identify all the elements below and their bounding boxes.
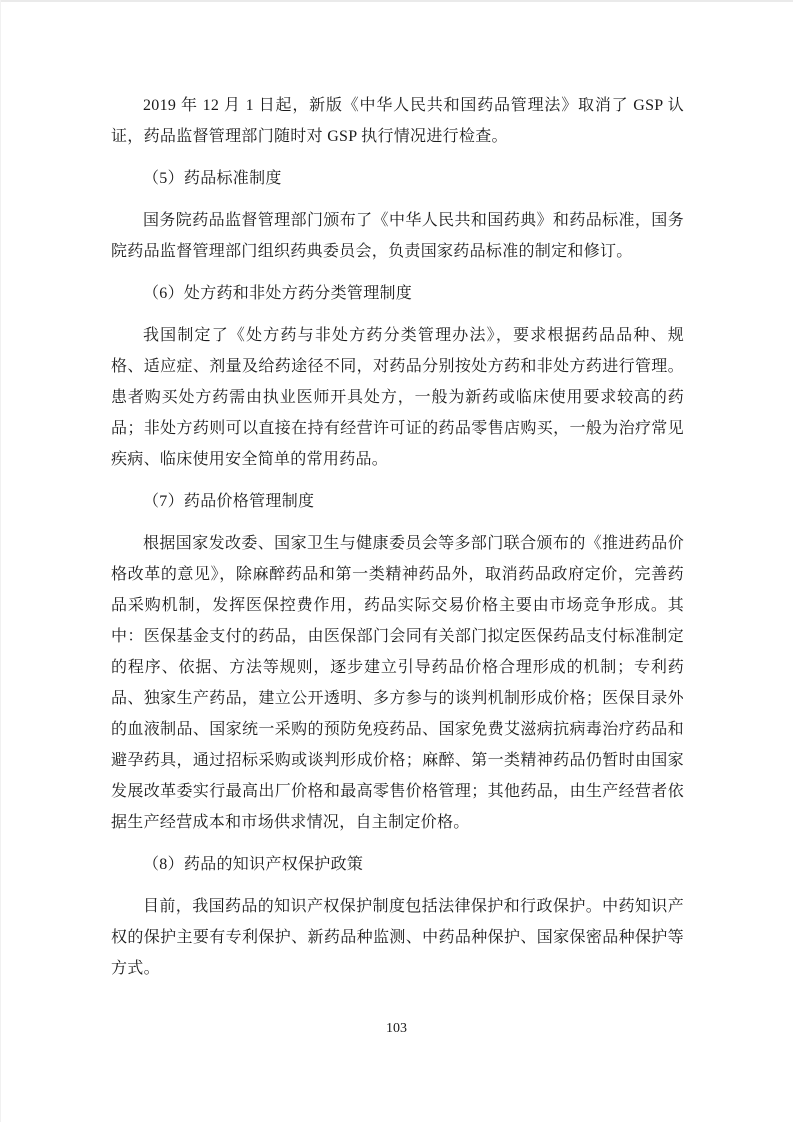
heading-rx-otc-classification-system: （6）处方药和非处方药分类管理制度 [143, 285, 413, 302]
page-number: 103 [386, 1021, 407, 1036]
paragraph-gsp-inspection: 2019 年 12 月 1 日起，新版《中华人民共和国药品管理法》取消了 GSP 认证，药品监督管理部门随时对 GSP 执行情况进行检查。 [111, 97, 684, 145]
paragraph-rx-otc-management: 我国制定了《处方药与非处方药分类管理办法》，要求根据药品品种、规格、适应症、剂量及给药途径不同，对药品分别按处方药和非处方药进行管理。患者购买处方药需由执业医师开具处方，一般为新药或临床使用要求较高的药品；非处方药则可以直接在持有经营许可证的药品零售店购买，一般为治疗常见疾病、临床使用安全简单的常用药品。 [111, 327, 684, 468]
document-body [111, 90, 684, 995]
page-left-edge [0, 0, 1, 1122]
heading-ip-protection-policy: （8）药品的知识产权保护政策 [143, 856, 364, 873]
paragraph-ip-protection: 目前，我国药品的知识产权保护制度包括法律保护和行政保护。中药知识产权的保护主要有专利保护、新药品种监测、中药品种保护、国家保密品种保护等方式。 [111, 898, 684, 977]
paragraph-pharmacopoeia: 国务院药品监督管理部门颁布了《中华人民共和国药典》和药品标准，国务院药品监督管理部门组织药典委员会，负责国家药品标准的制定和修订。 [111, 212, 684, 260]
heading-drug-standards-system: （5）药品标准制度 [143, 170, 282, 187]
heading-drug-price-management-system: （7）药品价格管理制度 [143, 493, 315, 510]
page-top-edge [0, 0, 793, 2]
paragraph-drug-price-management: 根据国家发改委、国家卫生与健康委员会等多部门联合颁布的《推进药品价格改革的意见》，除麻醉药品和第一类精神药品外，取消药品政府定价，完善药品采购机制，发挥医保控费作用，药品实际交易价格主要由市场竞争形成。其中：医保基金支付的药品，由医保部门会同有关部门拟定医保药品支付标准制定的程序、依据、方法等规则，逐步建立引导药品价格合理形成的机制；专利药品、独家生产药品，建立公开透明、多方参与的谈判机制形成价格；医保目录外的血液制品、国家统一采购的预防免疫药品、国家免费艾滋病抗病毒治疗药品和避孕药具，通过招标采购或谈判形成价格；麻醉、第一类精神药品仍暂时由国家发展改革委实行最高出厂价格和最高零售价格管理；其他药品，由生产经营者依据生产经营成本和市场供求情况，自主制定价格。 [111, 535, 684, 831]
